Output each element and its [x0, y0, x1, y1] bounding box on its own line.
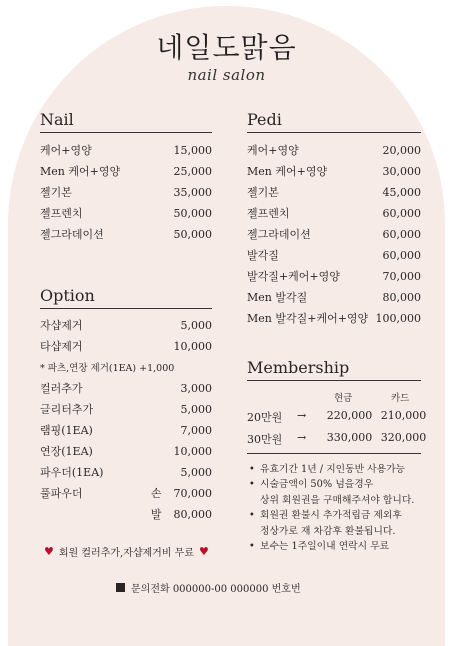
powder-full-foot: 발 80,000 — [150, 508, 212, 521]
list-item: • 유효기간 1년 / 지인동반 사용가능 — [249, 464, 406, 475]
contact-footer: 문의전화 000000-00 000000 번호번 — [116, 580, 301, 595]
list-item: 젤그라데이션 50,000 — [40, 228, 212, 241]
list-item: 발각질+케어+영양 70,000 — [247, 270, 421, 283]
list-item: 발각질 60,000 — [247, 249, 421, 262]
membership-col-cash: 현금 — [334, 393, 353, 404]
heart-icon: ♥ — [44, 545, 54, 558]
membership-col-card: 카드 — [391, 393, 410, 404]
option-removal-note: * 파츠,연장 제거(1EA) +1,000 — [40, 363, 175, 374]
salon-name: 네일도맑음 — [156, 31, 297, 64]
list-item: 케어+영양 15,000 — [40, 144, 212, 157]
member-benefit-note: ♥ 회원 컬러추가,자샵제거비 무료 ♥ — [44, 545, 209, 559]
membership-notes — [249, 462, 429, 554]
list-item: 컬러추가 3,000 — [40, 382, 212, 395]
list-item: Men 케어+영양 25,000 — [40, 165, 212, 178]
arrow-right-icon: → — [297, 431, 307, 444]
list-item: 램핑(1EA) 7,000 — [40, 424, 212, 437]
pedi-divider — [247, 132, 421, 133]
list-item: • 시술금액이 50% 넘을경우 — [249, 479, 374, 491]
membership-divider — [247, 380, 421, 381]
list-item: 젤기본 35,000 — [40, 186, 212, 199]
membership-section-title: Membership — [247, 358, 350, 377]
option-divider — [40, 308, 212, 309]
list-item: 파우더(1EA) 5,000 — [40, 466, 212, 479]
powder-full-hand: 풀파우더 손 70,000 — [40, 487, 212, 500]
list-item: Men 케어+영양 30,000 — [247, 165, 421, 178]
list-item: Men 발각질+케어+영양 100,000 — [247, 312, 421, 325]
salon-tagline: nail salon — [187, 66, 266, 84]
nail-section-title: Nail — [40, 110, 74, 129]
arrow-right-icon: → — [297, 409, 307, 422]
list-item: • 보수는 1주일이내 연락시 무료 — [249, 541, 390, 553]
list-item: 타샵제거 10,000 — [40, 340, 212, 353]
pedi-section-title: Pedi — [247, 110, 282, 129]
list-item: 젤기본 45,000 — [247, 186, 421, 199]
list-item: 젤프렌치 60,000 — [247, 207, 421, 220]
list-item: 젤그라데이션 60,000 — [247, 228, 421, 241]
list-item: 젤프렌치 50,000 — [40, 207, 212, 220]
list-item: Men 발각질 80,000 — [247, 291, 421, 304]
list-item: 케어+영양 20,000 — [247, 144, 421, 157]
list-item: 자샵제거 5,000 — [40, 319, 212, 332]
list-item-continued: 상위 회원권을 구매해주셔야 합니다. — [260, 494, 415, 506]
heart-icon: ♥ — [199, 545, 209, 558]
list-item-continued: 정상가로 재 차감후 환불됩니다. — [260, 525, 396, 537]
option-section-title: Option — [40, 286, 95, 305]
membership-bottom-divider — [247, 453, 421, 454]
list-item: • 회원권 환불시 추가적립금 제외후 — [249, 510, 402, 522]
membership-row: 20만원 → 220,000 210,000 — [247, 409, 427, 424]
list-item: 글리터추가 5,000 — [40, 403, 212, 416]
list-item: 연장(1EA) 10,000 — [40, 445, 212, 458]
nail-divider — [40, 132, 212, 133]
membership-row: 30만원 → 330,000 320,000 — [247, 431, 427, 446]
